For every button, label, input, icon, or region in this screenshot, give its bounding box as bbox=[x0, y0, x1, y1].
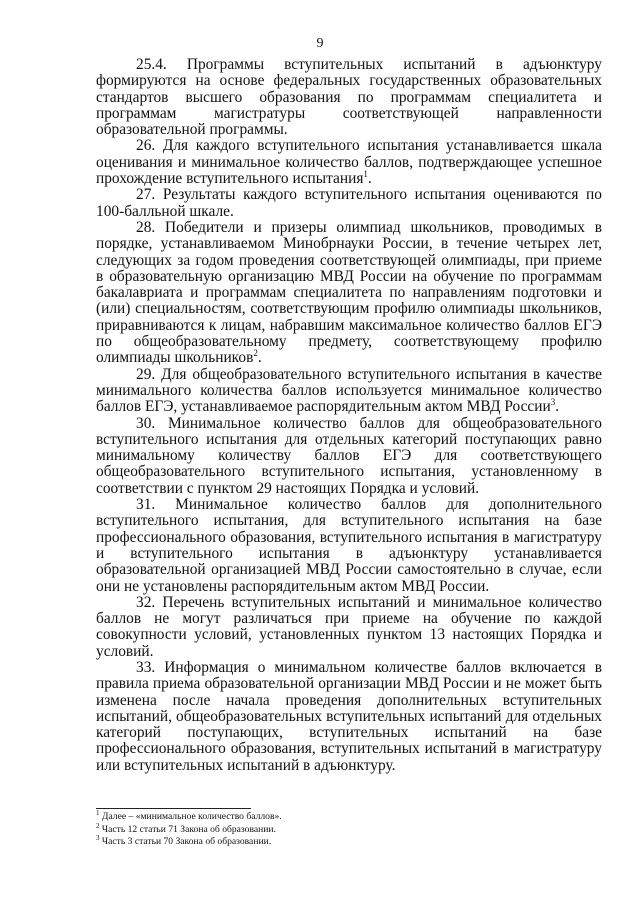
paragraph-tail: . bbox=[367, 170, 372, 188]
footnote-marker: 3 bbox=[96, 833, 100, 842]
footnote-2 bbox=[96, 821, 602, 837]
footnote-reference: 2 bbox=[253, 348, 258, 359]
paragraph-text: 31. Минимальное количество баллов для дополнительного вступительного испытания, для вступительного испытания на базе профессионального образования, вступительного испытания в магистратуру и вступительного испытания в адъюнктуру устанавливается образовательной организацией МВД России самостоятельно в случае, если они не установлены распорядительным актом МВД России. bbox=[96, 496, 602, 595]
paragraph-text: 25.4. Программы вступительных испытаний в адъюнктуру формируются на основе федеральных государственных образовательных стандартов высшего образования по программам специалитета и программам магистратуры соответствующей направленности образовательной программы. bbox=[96, 56, 602, 139]
paragraph-30 bbox=[96, 416, 602, 497]
paragraph-text: 27. Результаты каждого вступительного испытания оцениваются по 100-балльной шкале. bbox=[96, 186, 602, 220]
paragraph-33 bbox=[96, 660, 602, 774]
paragraph-28 bbox=[96, 220, 602, 367]
paragraph-26 bbox=[96, 138, 602, 187]
paragraph-text: 30. Минимальное количество баллов для общеобразовательного вступительного испытания для отдельных категорий поступающих равно минимальному количеству баллов ЕГЭ для соответствующего общеобразовательного вступительного испытания, установленному в соответствии с пунктом 29 настоящих Порядка и условий. bbox=[96, 414, 602, 497]
footnotes-section bbox=[96, 808, 602, 849]
paragraph-text: 29. Для общеобразовательного вступительного испытания в качестве минимального количества баллов используется минимальное количество баллов ЕГЭ, устанавливаемое распорядительным актом МВД России bbox=[96, 365, 602, 416]
footnote-1 bbox=[96, 808, 602, 824]
footnote-marker: 2 bbox=[96, 821, 100, 830]
footnote-separator bbox=[96, 808, 251, 809]
footnote-marker: 1 bbox=[96, 808, 100, 817]
footnote-text: Часть 3 статьи 70 Закона об образовании. bbox=[101, 836, 272, 847]
paragraph-25-4 bbox=[96, 57, 602, 138]
paragraph-text: 32. Перечень вступительных испытаний и минимальное количество баллов не могут различаться при приеме на обучение по каждой совокупности условий, установленных пунктом 13 настоящих Порядка и условий. bbox=[96, 593, 602, 660]
footnote-reference: 3 bbox=[550, 397, 556, 408]
paragraph-27 bbox=[96, 187, 602, 220]
footnote-text: Далее – «минимальное количество баллов». bbox=[101, 811, 282, 822]
paragraph-31 bbox=[96, 497, 602, 595]
paragraph-tail: . bbox=[555, 398, 560, 416]
footnote-text: Часть 12 статьи 71 Закона об образовании. bbox=[101, 823, 276, 835]
paragraph-text: 33. Информация о минимальном количестве баллов включается в правила приема образовательной организации МВД России и не может быть изменена после начала проведения дополнительных вступительных испытаний, общеобразовательных вступительных испытаний для отдельных категорий поступающих, вступительных испытаний на базе профессионального образования, вступительных испытаний в магистратуру или вступительных испытаний в адъюнктуру. bbox=[96, 658, 602, 774]
paragraph-32 bbox=[96, 595, 602, 660]
footnote-reference: 1 bbox=[363, 168, 368, 179]
paragraph-text: 28. Победители и призеры олимпиад школьников, проводимых в порядке, устанавливаемом Минобрнауки России, в течение четырех лет, следующих за годом проведения соответствующей олимпиады, при приеме в образовательную организацию МВД России на обучение по программам бакалавриата и программам специалитета по направлениям подготовки и (или) специальностям, соответствующим профилю олимпиады школьников, приравниваются к лицам, набравшим максимальное количество баллов ЕГЭ по общеобразовательному предмету, соответствующему профилю олимпиады школьников bbox=[96, 218, 602, 367]
paragraph-tail: . bbox=[257, 349, 262, 367]
footnote-3 bbox=[96, 833, 602, 849]
page-number: 9 bbox=[316, 36, 324, 51]
paragraph-text: 26. Для каждого вступительного испытания устанавливается шкала оценивания и минимальное количество баллов, подтверждающее успешное прохождение вступительного испытания bbox=[96, 137, 602, 188]
document-body bbox=[96, 57, 602, 774]
paragraph-29 bbox=[96, 367, 602, 416]
